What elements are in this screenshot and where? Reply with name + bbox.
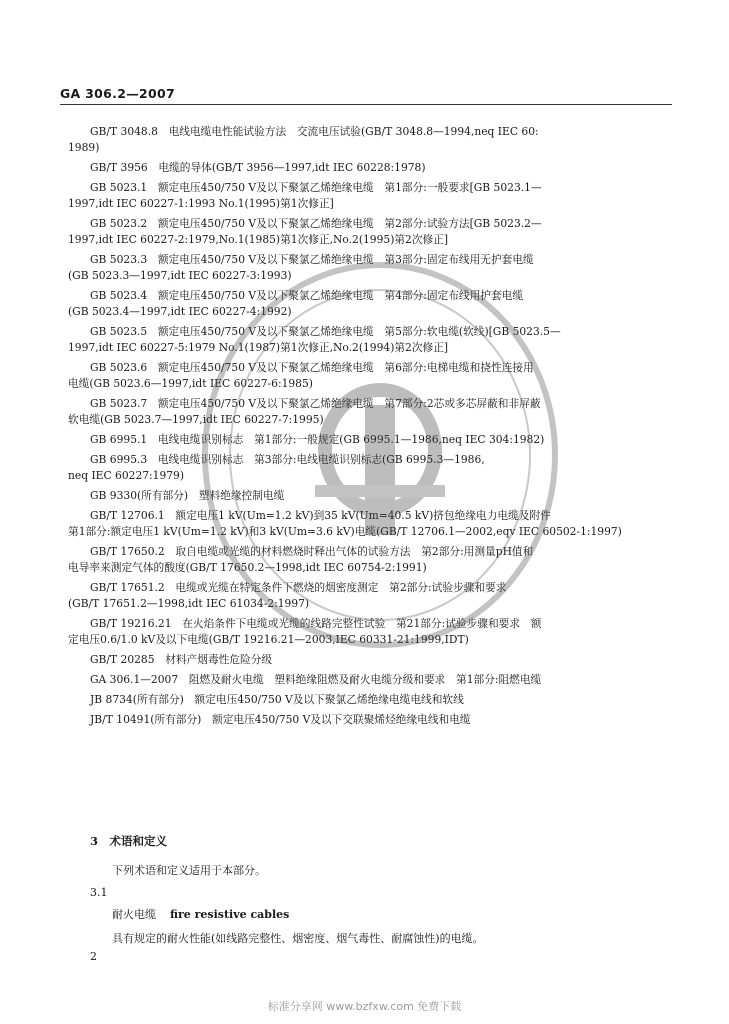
reference-line-1: GB/T 17650.2 取自电缆或光缆的材料燃烧时释出气体的试验方法 第2部分:用测量pH值和 xyxy=(90,545,534,558)
reference-line-2: neq IEC 60227:1979) xyxy=(68,469,185,482)
reference-line-1: GB 9330(所有部分) 塑料绝缘控制电缆 xyxy=(90,489,285,502)
section-intro: 下列术语和定义适用于本部分。 xyxy=(112,864,266,877)
term-heading xyxy=(112,906,289,922)
reference-line-1: GB/T 19216.21 在火焰条件下电缆或光缆的线路完整性试验 第21部分:试验步骤和要求 额 xyxy=(90,617,542,630)
reference-item xyxy=(68,712,672,728)
reference-item xyxy=(68,652,672,668)
reference-line-1: JB 8734(所有部分) 额定电压450/750 V及以下聚氯乙烯绝缘电缆电线和软线 xyxy=(90,693,464,706)
header-rule xyxy=(60,104,672,105)
reference-line-1: GB/T 20285 材料产烟毒性危险分级 xyxy=(90,653,273,666)
term-english: fire resistive cables xyxy=(170,908,290,921)
reference-line-1: GB/T 3956 电缆的导体(GB/T 3956—1997,idt IEC 60228:1978) xyxy=(90,161,426,174)
reference-line-2: 1997,idt IEC 60227-1:1993 No.1(1995)第1次修正] xyxy=(68,197,334,210)
reference-line-1: GB/T 12706.1 额定电压1 kV(Um=1.2 kV)到35 kV(Um=40.5 kV)挤包绝缘电力电缆及附件 xyxy=(90,509,551,522)
reference-line-1: GB/T 3048.8 电线电缆电性能试验方法 交流电压试验(GB/T 3048.8—1994,neq IEC 60: xyxy=(90,125,539,138)
reference-item xyxy=(68,508,672,540)
reference-line-2: 电缆(GB 5023.6—1997,idt IEC 60227-6:1985) xyxy=(68,377,313,390)
reference-line-2: (GB/T 17651.2—1998,idt IEC 61034-2:1997) xyxy=(68,597,310,610)
reference-line-2: 1997,idt IEC 60227-2:1979,No.1(1985)第1次修正,No.2(1995)第2次修正] xyxy=(68,233,449,246)
reference-line-1: GB 5023.7 额定电压450/750 V及以下聚氯乙烯绝缘电缆 第7部分:2芯或多芯屏蔽和非屏蔽 xyxy=(90,397,541,410)
reference-item xyxy=(68,616,672,648)
term-chinese: 耐火电缆 xyxy=(112,908,156,921)
reference-line-2: (GB 5023.3—1997,idt IEC 60227-3:1993) xyxy=(68,269,292,282)
reference-line-1: GB 5023.6 额定电压450/750 V及以下聚氯乙烯绝缘电缆 第6部分:电梯电缆和挠性连接用 xyxy=(90,361,534,374)
reference-line-2: 1989) xyxy=(68,141,100,154)
reference-item xyxy=(68,488,672,504)
reference-line-1: GB 5023.2 额定电压450/750 V及以下聚氯乙烯绝缘电缆 第2部分:试验方法[GB 5023.2— xyxy=(90,217,542,230)
section-title: 3 术语和定义 xyxy=(90,834,168,848)
reference-item xyxy=(68,160,672,176)
reference-line-1: GB 5023.5 额定电压450/750 V及以下聚氯乙烯绝缘电缆 第5部分:软电缆(软线)[GB 5023.5— xyxy=(90,325,561,338)
reference-line-1: GB/T 17651.2 电缆或光缆在特定条件下燃烧的烟密度测定 第2部分:试验步骤和要求 xyxy=(90,581,507,594)
standard-id-header: GA 306.2—2007 xyxy=(60,86,176,101)
reference-line-1: GB 5023.1 额定电压450/750 V及以下聚氯乙烯绝缘电缆 第1部分:一般要求[GB 5023.1— xyxy=(90,181,542,194)
page-number: 2 xyxy=(90,950,97,963)
reference-item xyxy=(68,180,672,212)
reference-item xyxy=(68,252,672,284)
normative-references-list xyxy=(68,124,672,732)
reference-line-2: 软电缆(GB 5023.7—1997,idt IEC 60227-7:1995) xyxy=(68,413,324,426)
reference-line-1: GB 6995.3 电线电缆识别标志 第3部分:电线电缆识别标志(GB 6995.3—1986, xyxy=(90,453,485,466)
reference-item xyxy=(68,452,672,484)
reference-item xyxy=(68,672,672,688)
reference-item xyxy=(68,692,672,708)
reference-item xyxy=(68,544,672,576)
reference-item xyxy=(68,124,672,156)
reference-line-1: GA 306.1—2007 阻燃及耐火电缆 塑料绝缘阻燃及耐火电缆分级和要求 第1部分:阻燃电缆 xyxy=(90,673,542,686)
reference-item xyxy=(68,580,672,612)
reference-item xyxy=(68,396,672,428)
reference-line-2: 定电压0.6/1.0 kV及以下电缆(GB/T 19216.21—2003,IEC 60331-21:1999,IDT) xyxy=(68,633,469,646)
reference-item xyxy=(68,432,672,448)
reference-item xyxy=(68,288,672,320)
reference-line-1: GB 5023.3 额定电压450/750 V及以下聚氯乙烯绝缘电缆 第3部分:固定布线用无护套电缆 xyxy=(90,253,534,266)
reference-line-2: 第1部分:额定电压1 kV(Um=1.2 kV)和3 kV(Um=3.6 kV)电缆(GB/T 12706.1—2002,eqv IEC 60502-1:1997) xyxy=(68,525,622,538)
reference-line-2: (GB 5023.4—1997,idt IEC 60227-4:1992) xyxy=(68,305,292,318)
reference-item xyxy=(68,216,672,248)
reference-item xyxy=(68,360,672,392)
reference-line-1: JB/T 10491(所有部分) 额定电压450/750 V及以下交联聚烯烃绝缘电线和电缆 xyxy=(90,713,471,726)
reference-line-2: 1997,idt IEC 60227-5:1979 No.1(1987)第1次修正,No.2(1994)第2次修正] xyxy=(68,341,449,354)
reference-line-1: GB 5023.4 额定电压450/750 V及以下聚氯乙烯绝缘电缆 第4部分:固定布线用护套电缆 xyxy=(90,289,524,302)
term-number: 3.1 xyxy=(90,886,108,899)
reference-line-1: GB 6995.1 电线电缆识别标志 第1部分:一般规定(GB 6995.1—1986,neq IEC 304:1982) xyxy=(90,433,545,446)
site-watermark-footer: 标准分享网 www.bzfxw.com 免费下载 xyxy=(267,1000,462,1013)
reference-line-2: 电导率来测定气体的酸度(GB/T 17650.2—1998,idt IEC 60754-2:1991) xyxy=(68,561,427,574)
reference-item xyxy=(68,324,672,356)
term-definition: 具有规定的耐火性能(如线路完整性、烟密度、烟气毒性、耐腐蚀性)的电缆。 xyxy=(112,932,484,945)
